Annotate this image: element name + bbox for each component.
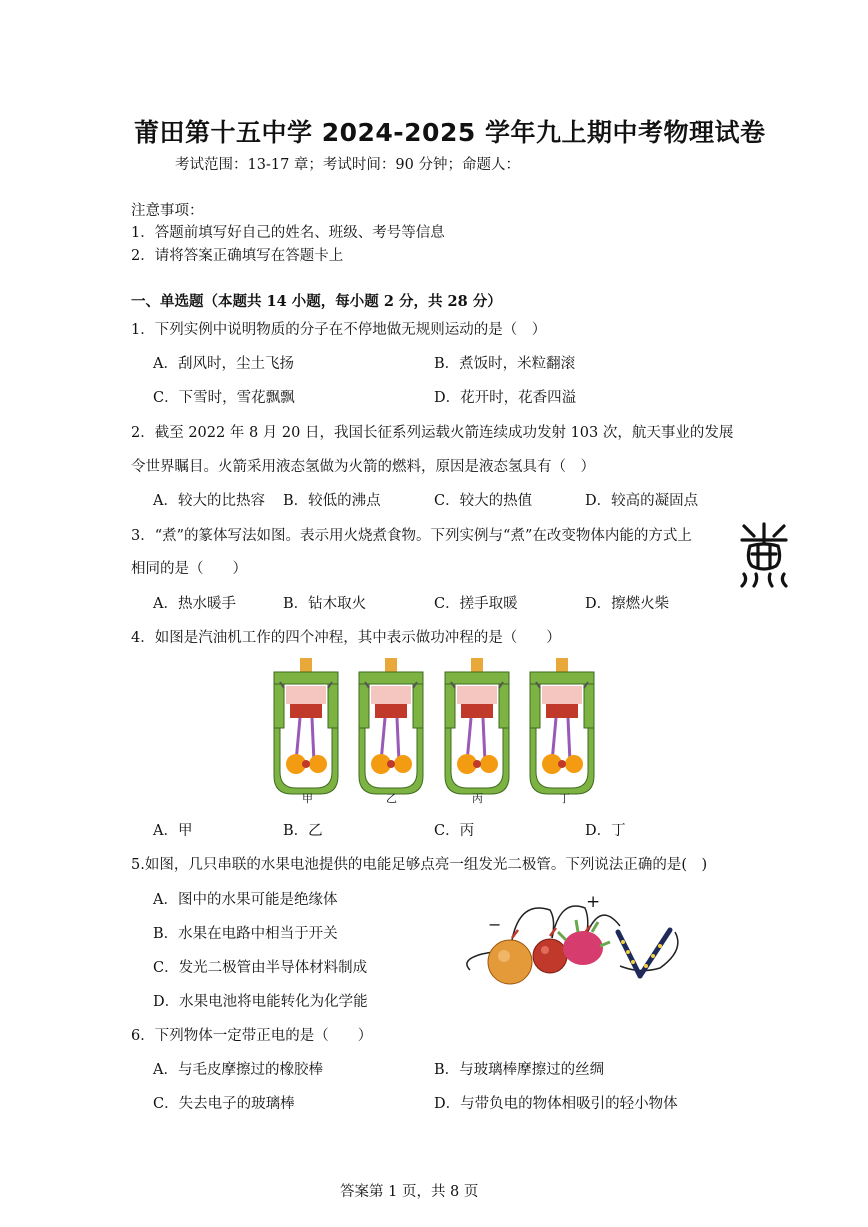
option-b: B．钻木取火 (283, 596, 367, 612)
notice-heading: 注意事项： (131, 203, 204, 219)
exam-info: 考试范围：13-17 章；考试时间：90 分钟；命题人： (175, 157, 520, 173)
diagram-caption: 甲 (302, 792, 313, 805)
option-d: D．水果电池将电能转化为化学能 (153, 994, 368, 1010)
option-b: B．煮饭时，米粒翻滚 (434, 356, 576, 372)
page-footer: 答案第 1 页，共 8 页 (340, 1184, 479, 1200)
option-c: C．较大的热值 (434, 493, 533, 509)
option-c: C．失去电子的玻璃棒 (153, 1096, 295, 1112)
diagram-caption: 丙 (472, 792, 483, 805)
option-d: D．擦燃火柴 (585, 596, 670, 612)
notice-item: 2．请将答案正确填写在答题卡上 (131, 248, 344, 264)
option-c: C．发光二极管由半导体材料制成 (153, 960, 368, 976)
page-title: 莆田第十五中学 2024-2025 学年九上期中考物理试卷 (134, 118, 766, 147)
option-c: C．搓手取暖 (434, 596, 518, 612)
option-c: C．丙 (434, 823, 475, 839)
engine-stroke-ding (530, 658, 594, 794)
engine-stroke-jia (274, 658, 338, 794)
option-a: A．刮风时，尘土飞扬 (153, 356, 294, 372)
engine-stroke-yi (359, 658, 423, 794)
plus-label: + (586, 892, 601, 912)
option-c: C．下雪时，雪花飘飘 (153, 390, 295, 406)
diagram-caption: 丁 (559, 792, 570, 805)
option-b: B．与玻璃棒摩擦过的丝绸 (434, 1062, 605, 1078)
option-a: A．甲 (153, 823, 193, 839)
question-stem: 3．“煮”的篆体写法如图。表示用火烧煮食物。下列实例与“煮”在改变物体内能的方式上 (131, 528, 692, 544)
option-d: D．花开时，花香四溢 (434, 390, 577, 406)
seal-script-zhu-image (738, 520, 790, 588)
question-stem: 5.如图，几只串联的水果电池提供的电能足够点亮一组发光二极管。下列说法正确的是( ) (131, 857, 708, 873)
engine-strokes-diagram (267, 658, 607, 808)
engine-stroke-bing (445, 658, 509, 794)
question-stem-cont: 相同的是（ ） (131, 561, 247, 577)
option-b: B．乙 (283, 823, 323, 839)
option-d: D．较高的凝固点 (585, 493, 699, 509)
option-d: D．丁 (585, 823, 626, 839)
question-stem-cont: 令世界瞩目。火箭采用液态氢做为火箭的燃料，原因是液态氢具有（ ） (131, 459, 595, 475)
option-d: D．与带负电的物体相吸引的轻小物体 (434, 1096, 678, 1112)
option-b: B．水果在电路中相当于开关 (153, 926, 338, 942)
question-stem: 2．截至 2022 年 8 月 20 日，我国长征系列运载火箭连续成功发射 103 次，航天事业的发展 (131, 425, 734, 441)
notice-item: 1．答题前填写好自己的姓名、班级、考号等信息 (131, 225, 445, 241)
question-stem: 1．下列实例中说明物质的分子在不停地做无规则运动的是（ ） (131, 322, 547, 338)
fruit-battery-image (460, 890, 690, 990)
option-b: B．较低的沸点 (283, 493, 381, 509)
minus-label: − (488, 915, 502, 934)
option-a: A．图中的水果可能是绝缘体 (153, 892, 338, 908)
question-stem: 6．下列物体一定带正电的是（ ） (131, 1028, 373, 1044)
option-a: A．热水暖手 (153, 596, 236, 612)
section-heading: 一、单选题（本题共 14 小题，每小题 2 分，共 28 分） (131, 293, 502, 310)
question-stem: 4．如图是汽油机工作的四个冲程，其中表示做功冲程的是（ ） (131, 630, 561, 646)
option-a: A．与毛皮摩擦过的橡胶棒 (153, 1062, 323, 1078)
option-a: A．较大的比热容 (153, 493, 265, 509)
diagram-caption: 乙 (386, 792, 397, 805)
